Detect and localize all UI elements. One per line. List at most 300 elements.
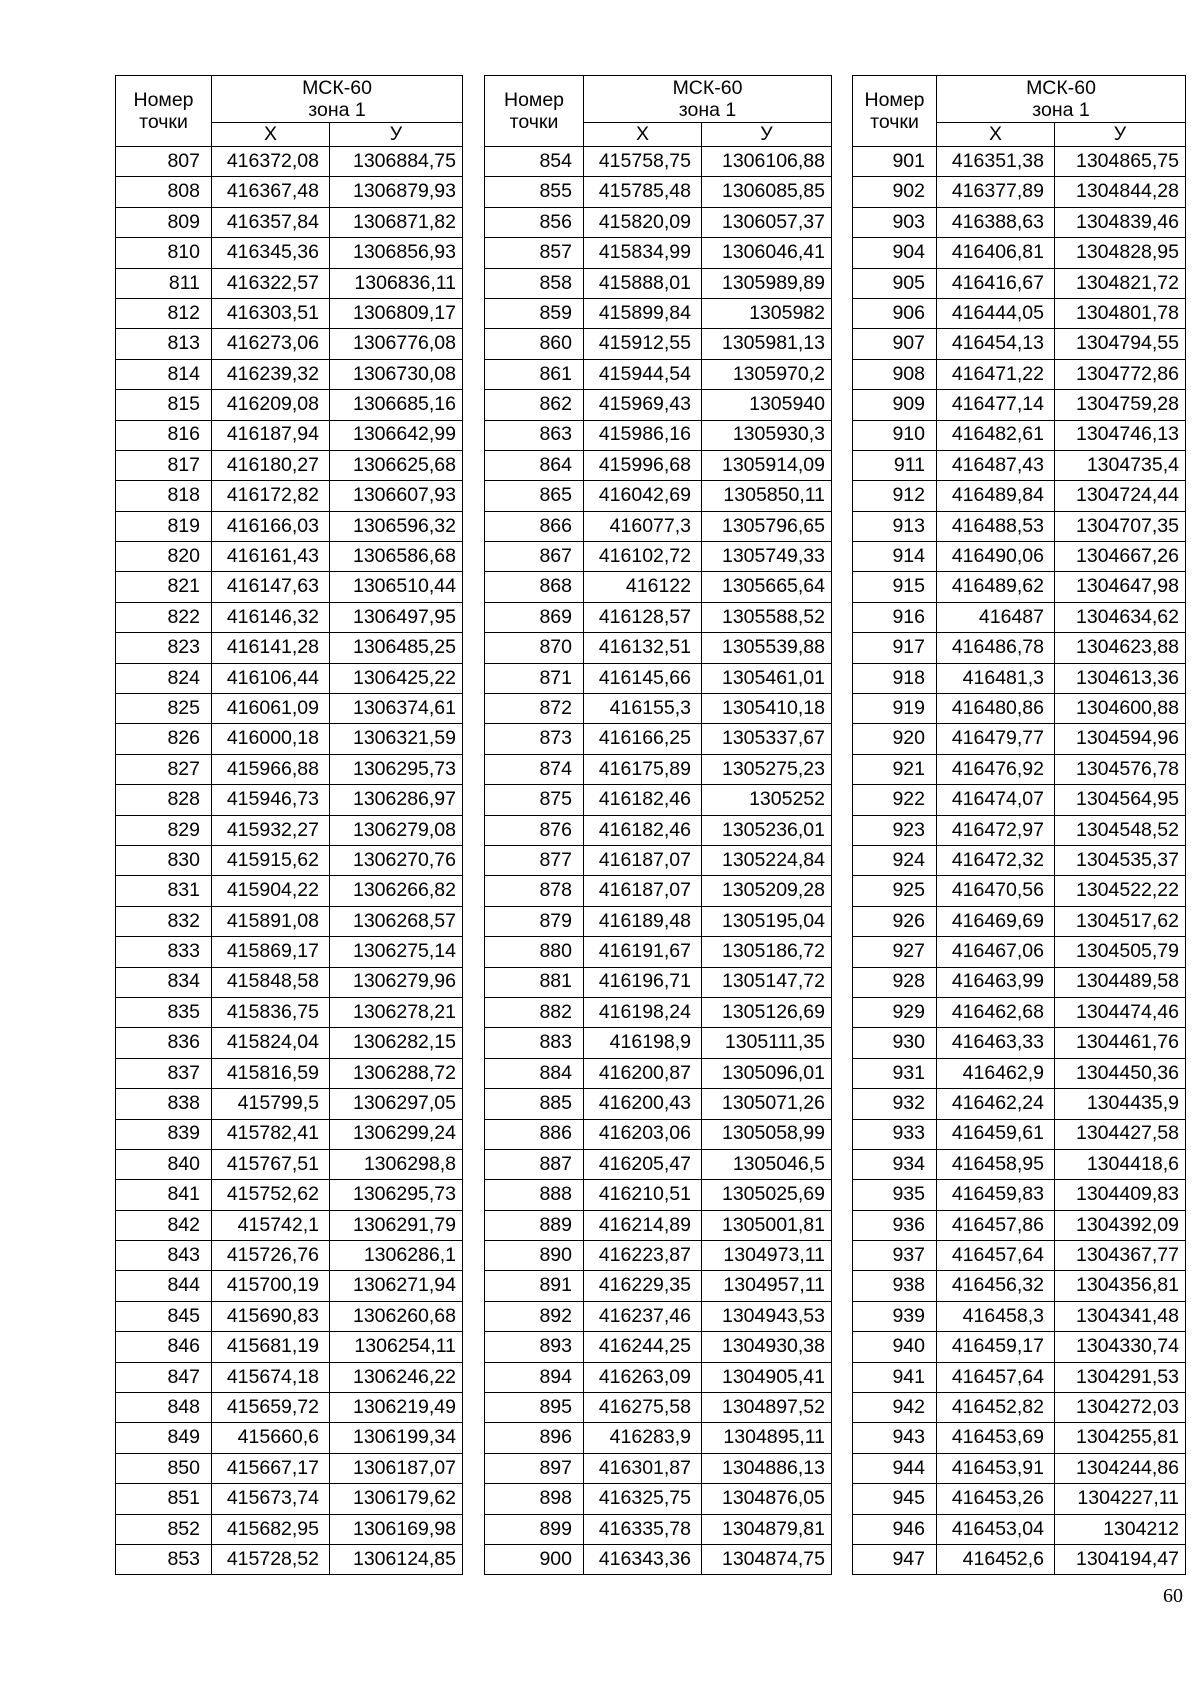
table-row bbox=[485, 298, 832, 328]
table-row bbox=[853, 815, 1186, 845]
y-coordinate-cell: 1306776,08 bbox=[330, 329, 463, 359]
point-number-cell: 821 bbox=[116, 572, 212, 602]
point-number-cell: 841 bbox=[116, 1180, 212, 1210]
table-row bbox=[485, 1423, 832, 1453]
point-number-cell: 827 bbox=[116, 754, 212, 784]
x-coordinate-cell: 416061,09 bbox=[212, 694, 330, 724]
point-number-cell: 945 bbox=[853, 1484, 937, 1514]
y-coordinate-cell: 1305930,3 bbox=[702, 420, 832, 450]
point-number-cell: 847 bbox=[116, 1362, 212, 1392]
table-row bbox=[853, 1301, 1186, 1331]
table-row bbox=[116, 785, 463, 815]
y-coordinate-cell: 1305224,84 bbox=[702, 845, 832, 875]
point-number-cell: 826 bbox=[116, 724, 212, 754]
point-number-cell: 808 bbox=[116, 177, 212, 207]
x-coordinate-cell: 416487,43 bbox=[937, 450, 1055, 480]
point-number-cell: 906 bbox=[853, 298, 937, 328]
point-number-cell: 926 bbox=[853, 906, 937, 936]
y-coordinate-cell: 1304392,09 bbox=[1055, 1210, 1186, 1240]
x-coordinate-cell: 415824,04 bbox=[212, 1028, 330, 1058]
x-axis-header: X bbox=[584, 123, 702, 147]
y-coordinate-cell: 1306169,98 bbox=[330, 1514, 463, 1544]
y-coordinate-cell: 1306879,93 bbox=[330, 177, 463, 207]
table-row bbox=[485, 450, 832, 480]
table-row bbox=[485, 1484, 832, 1514]
y-coordinate-cell: 1306596,32 bbox=[330, 511, 463, 541]
y-coordinate-cell: 1304957,11 bbox=[702, 1271, 832, 1301]
y-coordinate-cell: 1304548,52 bbox=[1055, 815, 1186, 845]
coordinate-system-header bbox=[584, 76, 832, 123]
y-coordinate-cell: 1304821,72 bbox=[1055, 268, 1186, 298]
point-number-cell: 914 bbox=[853, 542, 937, 572]
x-coordinate-cell: 416489,84 bbox=[937, 481, 1055, 511]
point-number-cell: 918 bbox=[853, 663, 937, 693]
point-number-cell: 809 bbox=[116, 207, 212, 237]
point-number-cell: 905 bbox=[853, 268, 937, 298]
table-row bbox=[853, 845, 1186, 875]
table-row bbox=[116, 1362, 463, 1392]
table-row bbox=[485, 420, 832, 450]
x-coordinate-cell: 416205,47 bbox=[584, 1149, 702, 1179]
x-coordinate-cell: 416453,26 bbox=[937, 1484, 1055, 1514]
table-row bbox=[485, 390, 832, 420]
table-row bbox=[485, 572, 832, 602]
y-coordinate-cell: 1306271,94 bbox=[330, 1271, 463, 1301]
x-coordinate-cell: 416322,57 bbox=[212, 268, 330, 298]
point-number-cell: 933 bbox=[853, 1119, 937, 1149]
point-number-cell: 865 bbox=[485, 481, 584, 511]
y-coordinate-cell: 1304886,13 bbox=[702, 1453, 832, 1483]
table-row bbox=[116, 1210, 463, 1240]
point-number-cell: 875 bbox=[485, 785, 584, 815]
x-coordinate-cell: 416471,22 bbox=[937, 359, 1055, 389]
x-coordinate-cell: 416189,48 bbox=[584, 906, 702, 936]
y-coordinate-cell: 1304943,53 bbox=[702, 1301, 832, 1331]
table-row bbox=[116, 1453, 463, 1483]
point-number-cell: 910 bbox=[853, 420, 937, 450]
table-row bbox=[853, 268, 1186, 298]
y-coordinate-cell: 1306297,05 bbox=[330, 1089, 463, 1119]
y-coordinate-cell: 1306085,85 bbox=[702, 177, 832, 207]
x-coordinate-cell: 416191,67 bbox=[584, 937, 702, 967]
table-row bbox=[116, 147, 463, 177]
x-coordinate-cell: 416486,78 bbox=[937, 633, 1055, 663]
table-row bbox=[116, 390, 463, 420]
table-row bbox=[853, 1453, 1186, 1483]
table-row bbox=[116, 542, 463, 572]
table-row bbox=[485, 1301, 832, 1331]
table-row bbox=[485, 997, 832, 1027]
table-row bbox=[116, 1544, 463, 1574]
point-number-cell: 845 bbox=[116, 1301, 212, 1331]
x-coordinate-cell: 415726,76 bbox=[212, 1241, 330, 1271]
table-row bbox=[116, 1271, 463, 1301]
y-coordinate-cell: 1305749,33 bbox=[702, 542, 832, 572]
table-row bbox=[485, 1180, 832, 1210]
point-number-cell: 941 bbox=[853, 1362, 937, 1392]
x-coordinate-cell: 416187,07 bbox=[584, 845, 702, 875]
y-coordinate-cell: 1306685,16 bbox=[330, 390, 463, 420]
coordinate-system-header-text: МСК-60 зона 1 bbox=[302, 76, 372, 121]
x-coordinate-cell: 416388,63 bbox=[937, 207, 1055, 237]
y-coordinate-cell: 1306219,49 bbox=[330, 1393, 463, 1423]
x-coordinate-cell: 415799,5 bbox=[212, 1089, 330, 1119]
point-number-cell: 818 bbox=[116, 481, 212, 511]
x-coordinate-cell: 416166,03 bbox=[212, 511, 330, 541]
y-coordinate-cell: 1306299,24 bbox=[330, 1119, 463, 1149]
x-coordinate-cell: 415836,75 bbox=[212, 997, 330, 1027]
table-row bbox=[485, 1089, 832, 1119]
point-number-cell: 896 bbox=[485, 1423, 584, 1453]
x-coordinate-cell: 416155,3 bbox=[584, 694, 702, 724]
y-coordinate-cell: 1306295,73 bbox=[330, 754, 463, 784]
table-row bbox=[485, 754, 832, 784]
y-coordinate-cell: 1304874,75 bbox=[702, 1544, 832, 1574]
y-coordinate-cell: 1305186,72 bbox=[702, 937, 832, 967]
x-coordinate-cell: 416203,06 bbox=[584, 1119, 702, 1149]
point-number-cell: 894 bbox=[485, 1362, 584, 1392]
table-row bbox=[485, 1393, 832, 1423]
table-row bbox=[485, 602, 832, 632]
y-coordinate-cell: 1305275,23 bbox=[702, 754, 832, 784]
y-coordinate-cell: 1304844,28 bbox=[1055, 177, 1186, 207]
table-row bbox=[485, 845, 832, 875]
point-number-cell: 817 bbox=[116, 450, 212, 480]
y-coordinate-cell: 1305982 bbox=[702, 298, 832, 328]
point-number-cell: 851 bbox=[116, 1484, 212, 1514]
y-coordinate-cell: 1304461,76 bbox=[1055, 1028, 1186, 1058]
table-row bbox=[116, 329, 463, 359]
y-coordinate-cell: 1304876,05 bbox=[702, 1484, 832, 1514]
x-coordinate-cell: 415946,73 bbox=[212, 785, 330, 815]
table-row bbox=[853, 177, 1186, 207]
point-number-header-text: Номер точки bbox=[864, 88, 925, 133]
table-row bbox=[853, 1058, 1186, 1088]
y-coordinate-cell: 1306268,57 bbox=[330, 906, 463, 936]
point-number-cell: 881 bbox=[485, 967, 584, 997]
x-coordinate-cell: 415660,6 bbox=[212, 1423, 330, 1453]
point-number-cell: 911 bbox=[853, 450, 937, 480]
table-row bbox=[116, 1484, 463, 1514]
x-coordinate-cell: 416229,35 bbox=[584, 1271, 702, 1301]
point-number-cell: 947 bbox=[853, 1544, 937, 1574]
x-coordinate-cell: 415752,62 bbox=[212, 1180, 330, 1210]
x-coordinate-cell: 416472,32 bbox=[937, 845, 1055, 875]
table-row bbox=[485, 1119, 832, 1149]
point-number-cell: 934 bbox=[853, 1149, 937, 1179]
table-row bbox=[485, 147, 832, 177]
y-coordinate-cell: 1306260,68 bbox=[330, 1301, 463, 1331]
x-coordinate-cell: 416479,77 bbox=[937, 724, 1055, 754]
coordinates-table-1 bbox=[115, 75, 463, 1575]
table-row bbox=[853, 1271, 1186, 1301]
table-row bbox=[853, 207, 1186, 237]
point-number-header-text: Номер точки bbox=[133, 88, 194, 133]
y-coordinate-cell: 1304973,11 bbox=[702, 1241, 832, 1271]
y-coordinate-cell: 1306374,61 bbox=[330, 694, 463, 724]
point-number-cell: 921 bbox=[853, 754, 937, 784]
table-row bbox=[853, 997, 1186, 1027]
y-coordinate-cell: 1306642,99 bbox=[330, 420, 463, 450]
y-coordinate-cell: 1304865,75 bbox=[1055, 147, 1186, 177]
x-coordinate-cell: 416472,97 bbox=[937, 815, 1055, 845]
table-row bbox=[116, 1180, 463, 1210]
point-number-cell: 888 bbox=[485, 1180, 584, 1210]
point-number-cell: 844 bbox=[116, 1271, 212, 1301]
point-number-cell: 891 bbox=[485, 1271, 584, 1301]
y-coordinate-cell: 1305209,28 bbox=[702, 876, 832, 906]
y-coordinate-cell: 1306124,85 bbox=[330, 1544, 463, 1574]
table-row bbox=[853, 420, 1186, 450]
table-row bbox=[116, 1514, 463, 1544]
x-coordinate-cell: 416196,71 bbox=[584, 967, 702, 997]
point-number-cell: 924 bbox=[853, 845, 937, 875]
y-coordinate-cell: 1304724,44 bbox=[1055, 481, 1186, 511]
x-coordinate-cell: 416457,64 bbox=[937, 1241, 1055, 1271]
y-coordinate-cell: 1306282,15 bbox=[330, 1028, 463, 1058]
point-number-cell: 889 bbox=[485, 1210, 584, 1240]
point-number-cell: 919 bbox=[853, 694, 937, 724]
point-number-cell: 868 bbox=[485, 572, 584, 602]
table-row bbox=[485, 481, 832, 511]
point-number-cell: 925 bbox=[853, 876, 937, 906]
point-number-cell: 850 bbox=[116, 1453, 212, 1483]
x-coordinate-cell: 416480,86 bbox=[937, 694, 1055, 724]
point-number-cell: 854 bbox=[485, 147, 584, 177]
table-row bbox=[116, 1058, 463, 1088]
table-row bbox=[116, 906, 463, 936]
point-number-cell: 917 bbox=[853, 633, 937, 663]
table-row bbox=[485, 1514, 832, 1544]
table-row bbox=[853, 906, 1186, 936]
y-coordinate-cell: 1306291,79 bbox=[330, 1210, 463, 1240]
point-number-cell: 890 bbox=[485, 1241, 584, 1271]
y-coordinate-cell: 1304930,38 bbox=[702, 1332, 832, 1362]
table-row bbox=[116, 967, 463, 997]
x-coordinate-cell: 415904,22 bbox=[212, 876, 330, 906]
point-number-cell: 819 bbox=[116, 511, 212, 541]
y-coordinate-cell: 1306497,95 bbox=[330, 602, 463, 632]
point-number-cell: 923 bbox=[853, 815, 937, 845]
point-number-cell: 807 bbox=[116, 147, 212, 177]
x-coordinate-cell: 416482,61 bbox=[937, 420, 1055, 450]
point-number-cell: 928 bbox=[853, 967, 937, 997]
point-number-cell: 858 bbox=[485, 268, 584, 298]
point-number-cell: 848 bbox=[116, 1393, 212, 1423]
x-coordinate-cell: 416458,95 bbox=[937, 1149, 1055, 1179]
y-coordinate-cell: 1306254,11 bbox=[330, 1332, 463, 1362]
x-coordinate-cell: 415673,74 bbox=[212, 1484, 330, 1514]
point-number-cell: 880 bbox=[485, 937, 584, 967]
table-row bbox=[116, 1301, 463, 1331]
x-coordinate-cell: 416145,66 bbox=[584, 663, 702, 693]
table-row bbox=[485, 177, 832, 207]
table-row bbox=[116, 997, 463, 1027]
x-coordinate-cell: 416263,09 bbox=[584, 1362, 702, 1392]
x-coordinate-cell: 415834,99 bbox=[584, 238, 702, 268]
y-coordinate-cell: 1306586,68 bbox=[330, 542, 463, 572]
point-number-cell: 885 bbox=[485, 1089, 584, 1119]
x-coordinate-cell: 415891,08 bbox=[212, 906, 330, 936]
table-row bbox=[853, 663, 1186, 693]
point-number-cell: 855 bbox=[485, 177, 584, 207]
y-coordinate-cell: 1305252 bbox=[702, 785, 832, 815]
y-coordinate-cell: 1304450,36 bbox=[1055, 1058, 1186, 1088]
table-row bbox=[116, 238, 463, 268]
point-number-header bbox=[116, 76, 212, 147]
point-number-cell: 899 bbox=[485, 1514, 584, 1544]
point-number-cell: 897 bbox=[485, 1453, 584, 1483]
x-axis-header: X bbox=[212, 123, 330, 147]
x-coordinate-cell: 416200,43 bbox=[584, 1089, 702, 1119]
y-coordinate-cell: 1304667,26 bbox=[1055, 542, 1186, 572]
x-coordinate-cell: 416490,06 bbox=[937, 542, 1055, 572]
y-coordinate-cell: 1304594,96 bbox=[1055, 724, 1186, 754]
y-coordinate-cell: 1305981,13 bbox=[702, 329, 832, 359]
point-number-cell: 837 bbox=[116, 1058, 212, 1088]
point-number-cell: 916 bbox=[853, 602, 937, 632]
y-coordinate-cell: 1305796,65 bbox=[702, 511, 832, 541]
table-row bbox=[485, 329, 832, 359]
point-number-cell: 810 bbox=[116, 238, 212, 268]
y-coordinate-cell: 1304227,11 bbox=[1055, 1484, 1186, 1514]
y-coordinate-cell: 1304564,95 bbox=[1055, 785, 1186, 815]
y-coordinate-cell: 1305410,18 bbox=[702, 694, 832, 724]
x-coordinate-cell: 415932,27 bbox=[212, 815, 330, 845]
x-coordinate-cell: 415700,19 bbox=[212, 1271, 330, 1301]
x-coordinate-cell: 415728,52 bbox=[212, 1544, 330, 1574]
x-coordinate-cell: 416351,38 bbox=[937, 147, 1055, 177]
x-coordinate-cell: 416200,87 bbox=[584, 1058, 702, 1088]
x-coordinate-cell: 416198,9 bbox=[584, 1028, 702, 1058]
point-number-header bbox=[853, 76, 937, 147]
table-row bbox=[116, 298, 463, 328]
x-coordinate-cell: 416172,82 bbox=[212, 481, 330, 511]
x-coordinate-cell: 415888,01 bbox=[584, 268, 702, 298]
point-number-cell: 901 bbox=[853, 147, 937, 177]
point-number-cell: 936 bbox=[853, 1210, 937, 1240]
point-number-cell: 877 bbox=[485, 845, 584, 875]
table-row bbox=[485, 1362, 832, 1392]
table-row bbox=[853, 1544, 1186, 1574]
table-row bbox=[853, 876, 1186, 906]
y-coordinate-cell: 1306270,76 bbox=[330, 845, 463, 875]
y-coordinate-cell: 1304255,81 bbox=[1055, 1423, 1186, 1453]
point-number-cell: 856 bbox=[485, 207, 584, 237]
point-number-cell: 907 bbox=[853, 329, 937, 359]
x-coordinate-cell: 416273,06 bbox=[212, 329, 330, 359]
x-coordinate-cell: 416357,84 bbox=[212, 207, 330, 237]
y-coordinate-cell: 1304356,81 bbox=[1055, 1271, 1186, 1301]
x-coordinate-cell: 416275,58 bbox=[584, 1393, 702, 1423]
x-coordinate-cell: 416454,13 bbox=[937, 329, 1055, 359]
table-row bbox=[116, 511, 463, 541]
table-row bbox=[853, 1514, 1186, 1544]
y-coordinate-cell: 1306057,37 bbox=[702, 207, 832, 237]
point-number-cell: 944 bbox=[853, 1453, 937, 1483]
y-coordinate-cell: 1305025,69 bbox=[702, 1180, 832, 1210]
x-coordinate-cell: 416458,3 bbox=[937, 1301, 1055, 1331]
point-number-cell: 833 bbox=[116, 937, 212, 967]
y-coordinate-cell: 1306279,96 bbox=[330, 967, 463, 997]
point-number-cell: 884 bbox=[485, 1058, 584, 1088]
x-coordinate-cell: 415681,19 bbox=[212, 1332, 330, 1362]
point-number-cell: 887 bbox=[485, 1149, 584, 1179]
table-row bbox=[853, 602, 1186, 632]
x-coordinate-cell: 416239,32 bbox=[212, 359, 330, 389]
point-number-cell: 940 bbox=[853, 1332, 937, 1362]
point-number-cell: 927 bbox=[853, 937, 937, 967]
table-row bbox=[116, 481, 463, 511]
y-coordinate-cell: 1305126,69 bbox=[702, 997, 832, 1027]
point-number-cell: 946 bbox=[853, 1514, 937, 1544]
table-row bbox=[116, 694, 463, 724]
point-number-cell: 930 bbox=[853, 1028, 937, 1058]
x-coordinate-cell: 416106,44 bbox=[212, 663, 330, 693]
x-coordinate-cell: 416128,57 bbox=[584, 602, 702, 632]
table-row bbox=[116, 359, 463, 389]
y-coordinate-cell: 1305588,52 bbox=[702, 602, 832, 632]
table-row bbox=[485, 967, 832, 997]
y-coordinate-cell: 1304517,62 bbox=[1055, 906, 1186, 936]
point-number-cell: 816 bbox=[116, 420, 212, 450]
x-coordinate-cell: 416488,53 bbox=[937, 511, 1055, 541]
table-row bbox=[116, 876, 463, 906]
y-coordinate-cell: 1304330,74 bbox=[1055, 1332, 1186, 1362]
y-coordinate-cell: 1304489,58 bbox=[1055, 967, 1186, 997]
x-coordinate-cell: 416345,36 bbox=[212, 238, 330, 268]
x-coordinate-cell: 416042,69 bbox=[584, 481, 702, 511]
y-coordinate-cell: 1306884,75 bbox=[330, 147, 463, 177]
point-number-cell: 920 bbox=[853, 724, 937, 754]
table-row bbox=[853, 1423, 1186, 1453]
y-coordinate-cell: 1306275,14 bbox=[330, 937, 463, 967]
y-coordinate-cell: 1306295,73 bbox=[330, 1180, 463, 1210]
x-coordinate-cell: 416470,56 bbox=[937, 876, 1055, 906]
point-number-cell: 915 bbox=[853, 572, 937, 602]
point-number-cell: 873 bbox=[485, 724, 584, 754]
x-coordinate-cell: 416462,24 bbox=[937, 1089, 1055, 1119]
x-coordinate-cell: 415996,68 bbox=[584, 450, 702, 480]
y-coordinate-cell: 1304634,62 bbox=[1055, 602, 1186, 632]
point-number-cell: 922 bbox=[853, 785, 937, 815]
point-number-cell: 900 bbox=[485, 1544, 584, 1574]
point-number-cell: 879 bbox=[485, 906, 584, 936]
table-row bbox=[485, 359, 832, 389]
y-coordinate-cell: 1305147,72 bbox=[702, 967, 832, 997]
point-number-cell: 876 bbox=[485, 815, 584, 845]
table-row bbox=[853, 147, 1186, 177]
y-coordinate-cell: 1304613,36 bbox=[1055, 663, 1186, 693]
point-number-cell: 867 bbox=[485, 542, 584, 572]
table-row bbox=[853, 298, 1186, 328]
y-coordinate-cell: 1305665,64 bbox=[702, 572, 832, 602]
point-number-cell: 849 bbox=[116, 1423, 212, 1453]
point-number-cell: 838 bbox=[116, 1089, 212, 1119]
x-coordinate-cell: 416102,72 bbox=[584, 542, 702, 572]
y-coordinate-cell: 1305970,2 bbox=[702, 359, 832, 389]
y-coordinate-cell: 1305539,88 bbox=[702, 633, 832, 663]
table-row bbox=[485, 876, 832, 906]
table-row bbox=[853, 542, 1186, 572]
x-coordinate-cell: 416377,89 bbox=[937, 177, 1055, 207]
x-coordinate-cell: 416198,24 bbox=[584, 997, 702, 1027]
x-coordinate-cell: 416452,82 bbox=[937, 1393, 1055, 1423]
point-number-cell: 862 bbox=[485, 390, 584, 420]
table-row bbox=[853, 1089, 1186, 1119]
x-coordinate-cell: 415915,62 bbox=[212, 845, 330, 875]
table-body bbox=[853, 147, 1186, 1575]
